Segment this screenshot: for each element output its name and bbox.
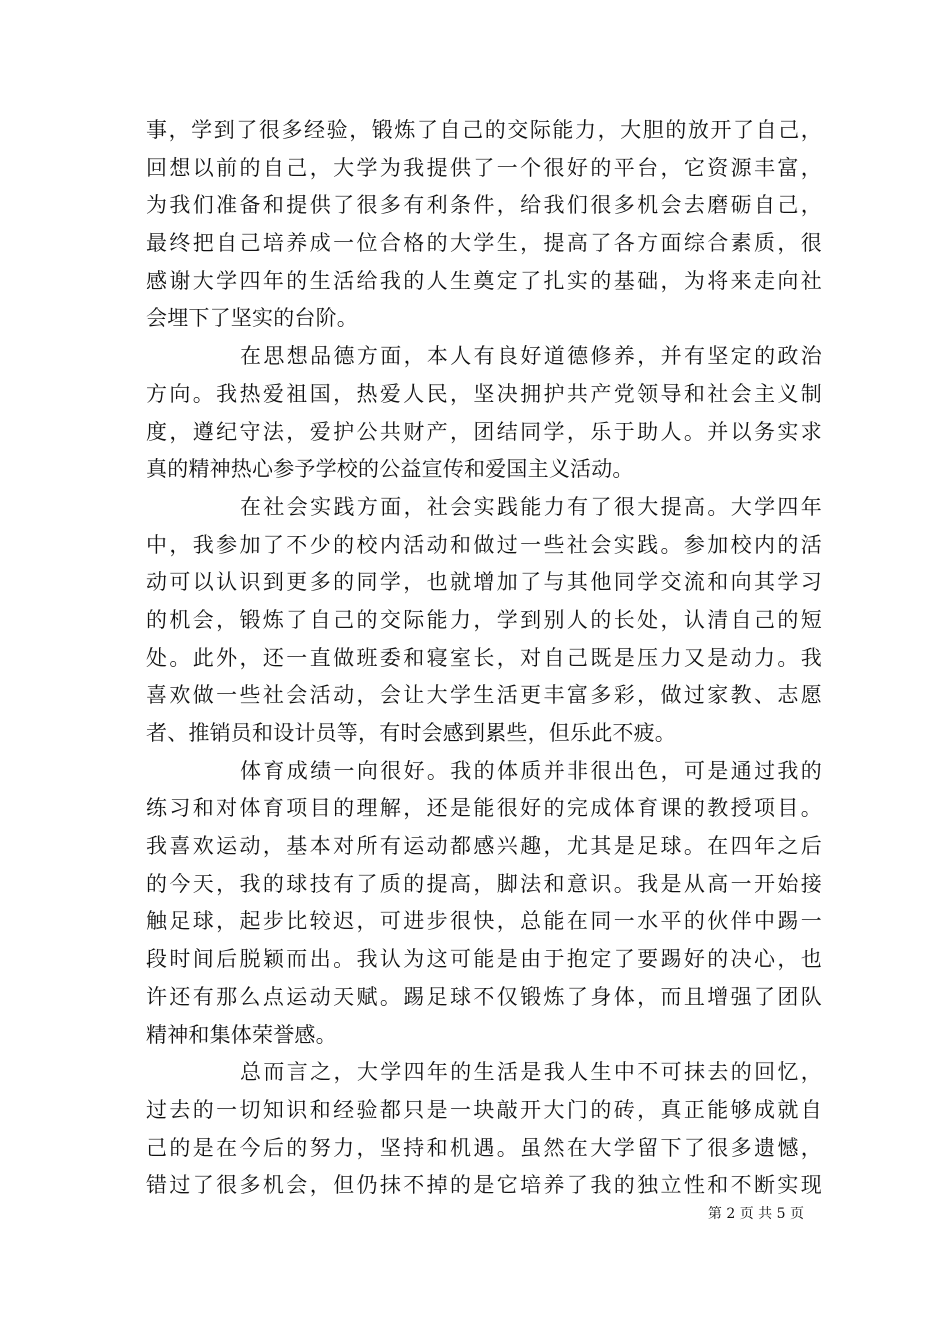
text-line: 者、推销员和设计员等，有时会感到累些，但乐此不疲。 xyxy=(146,721,676,745)
text-line: 的机会，锻炼了自己的交际能力，学到别人的长处，认清自己的短 xyxy=(146,607,822,632)
text-line: 触足球，起步比较迟，可进步很快，总能在同一水平的伙伴中踢一 xyxy=(146,909,822,934)
text-line: 方向。我热爱祖国，热爱人民，坚决拥护共产党领导和社会主义制 xyxy=(146,381,822,406)
text-line: 处。此外，还一直做班委和寝室长，对自己既是压力又是动力。我 xyxy=(146,645,822,670)
text-line: 度，遵纪守法，爱护公共财产，团结同学，乐于助人。并以务实求 xyxy=(146,419,822,444)
text-line: 喜欢做一些社会活动，会让大学生活更丰富多彩，做过家教、志愿 xyxy=(146,683,822,708)
paragraph xyxy=(146,489,822,753)
text-line: 感谢大学四年的生活给我的人生奠定了扎实的基础，为将来走向社 xyxy=(146,268,822,293)
text-line: 体育成绩一向很好。我的体质并非很出色，可是通过我的 xyxy=(240,758,822,783)
paragraph xyxy=(146,112,822,338)
text-line: 回想以前的自己，大学为我提供了一个很好的平台，它资源丰富， xyxy=(146,155,822,180)
page-number: 第 2 页 共 5 页 xyxy=(707,1206,804,1222)
text-line: 事，学到了很多经验，锻炼了自己的交际能力，大胆的放开了自己， xyxy=(146,118,822,142)
text-line: 真的精神热心参予学校的公益宣传和爱国主义活动。 xyxy=(146,457,634,482)
text-line: 总而言之，大学四年的生活是我人生中不可抹去的回忆， xyxy=(240,1060,822,1085)
text-line: 会埋下了坚实的台阶。 xyxy=(146,306,358,331)
text-line: 中，我参加了不少的校内活动和做过一些社会实践。参加校内的活 xyxy=(146,532,822,557)
text-line: 段时间后脱颖而出。我认为这可能是由于抱定了要踢好的决心，也 xyxy=(146,947,822,972)
paragraph xyxy=(146,1054,822,1205)
text-line: 练习和对体育项目的理解，还是能很好的完成体育课的教授项目。 xyxy=(146,796,822,821)
text-line: 精神和集体荣誉感。 xyxy=(146,1022,337,1047)
document-body xyxy=(146,112,822,1205)
text-line: 在思想品德方面，本人有良好道德修养，并有坚定的政治 xyxy=(240,344,822,369)
text-line: 错过了很多机会，但仍抹不掉的是它培养了我的独立性和不断实现 xyxy=(146,1173,822,1198)
text-line: 的今天，我的球技有了质的提高，脚法和意识。我是从高一开始接 xyxy=(146,871,822,896)
paragraph xyxy=(146,338,822,489)
text-line: 为我们准备和提供了很多有利条件，给我们很多机会去磨砺自己， xyxy=(146,193,822,218)
paragraph xyxy=(146,753,822,1055)
text-line: 我喜欢运动，基本对所有运动都感兴趣，尤其是足球。在四年之后 xyxy=(146,834,822,859)
text-line: 最终把自己培养成一位合格的大学生，提高了各方面综合素质，很 xyxy=(146,231,822,256)
text-line: 过去的一切知识和经验都只是一块敲开大门的砖，真正能够成就自 xyxy=(146,1097,822,1122)
text-line: 己的是在今后的努力，坚持和机遇。虽然在大学留下了很多遗憾， xyxy=(146,1135,822,1160)
text-line: 动可以认识到更多的同学，也就增加了与其他同学交流和向其学习 xyxy=(146,570,822,595)
text-line: 在社会实践方面，社会实践能力有了很大提高。大学四年 xyxy=(240,494,822,519)
text-line: 许还有那么点运动天赋。踢足球不仅锻炼了身体，而且增强了团队 xyxy=(146,984,822,1009)
